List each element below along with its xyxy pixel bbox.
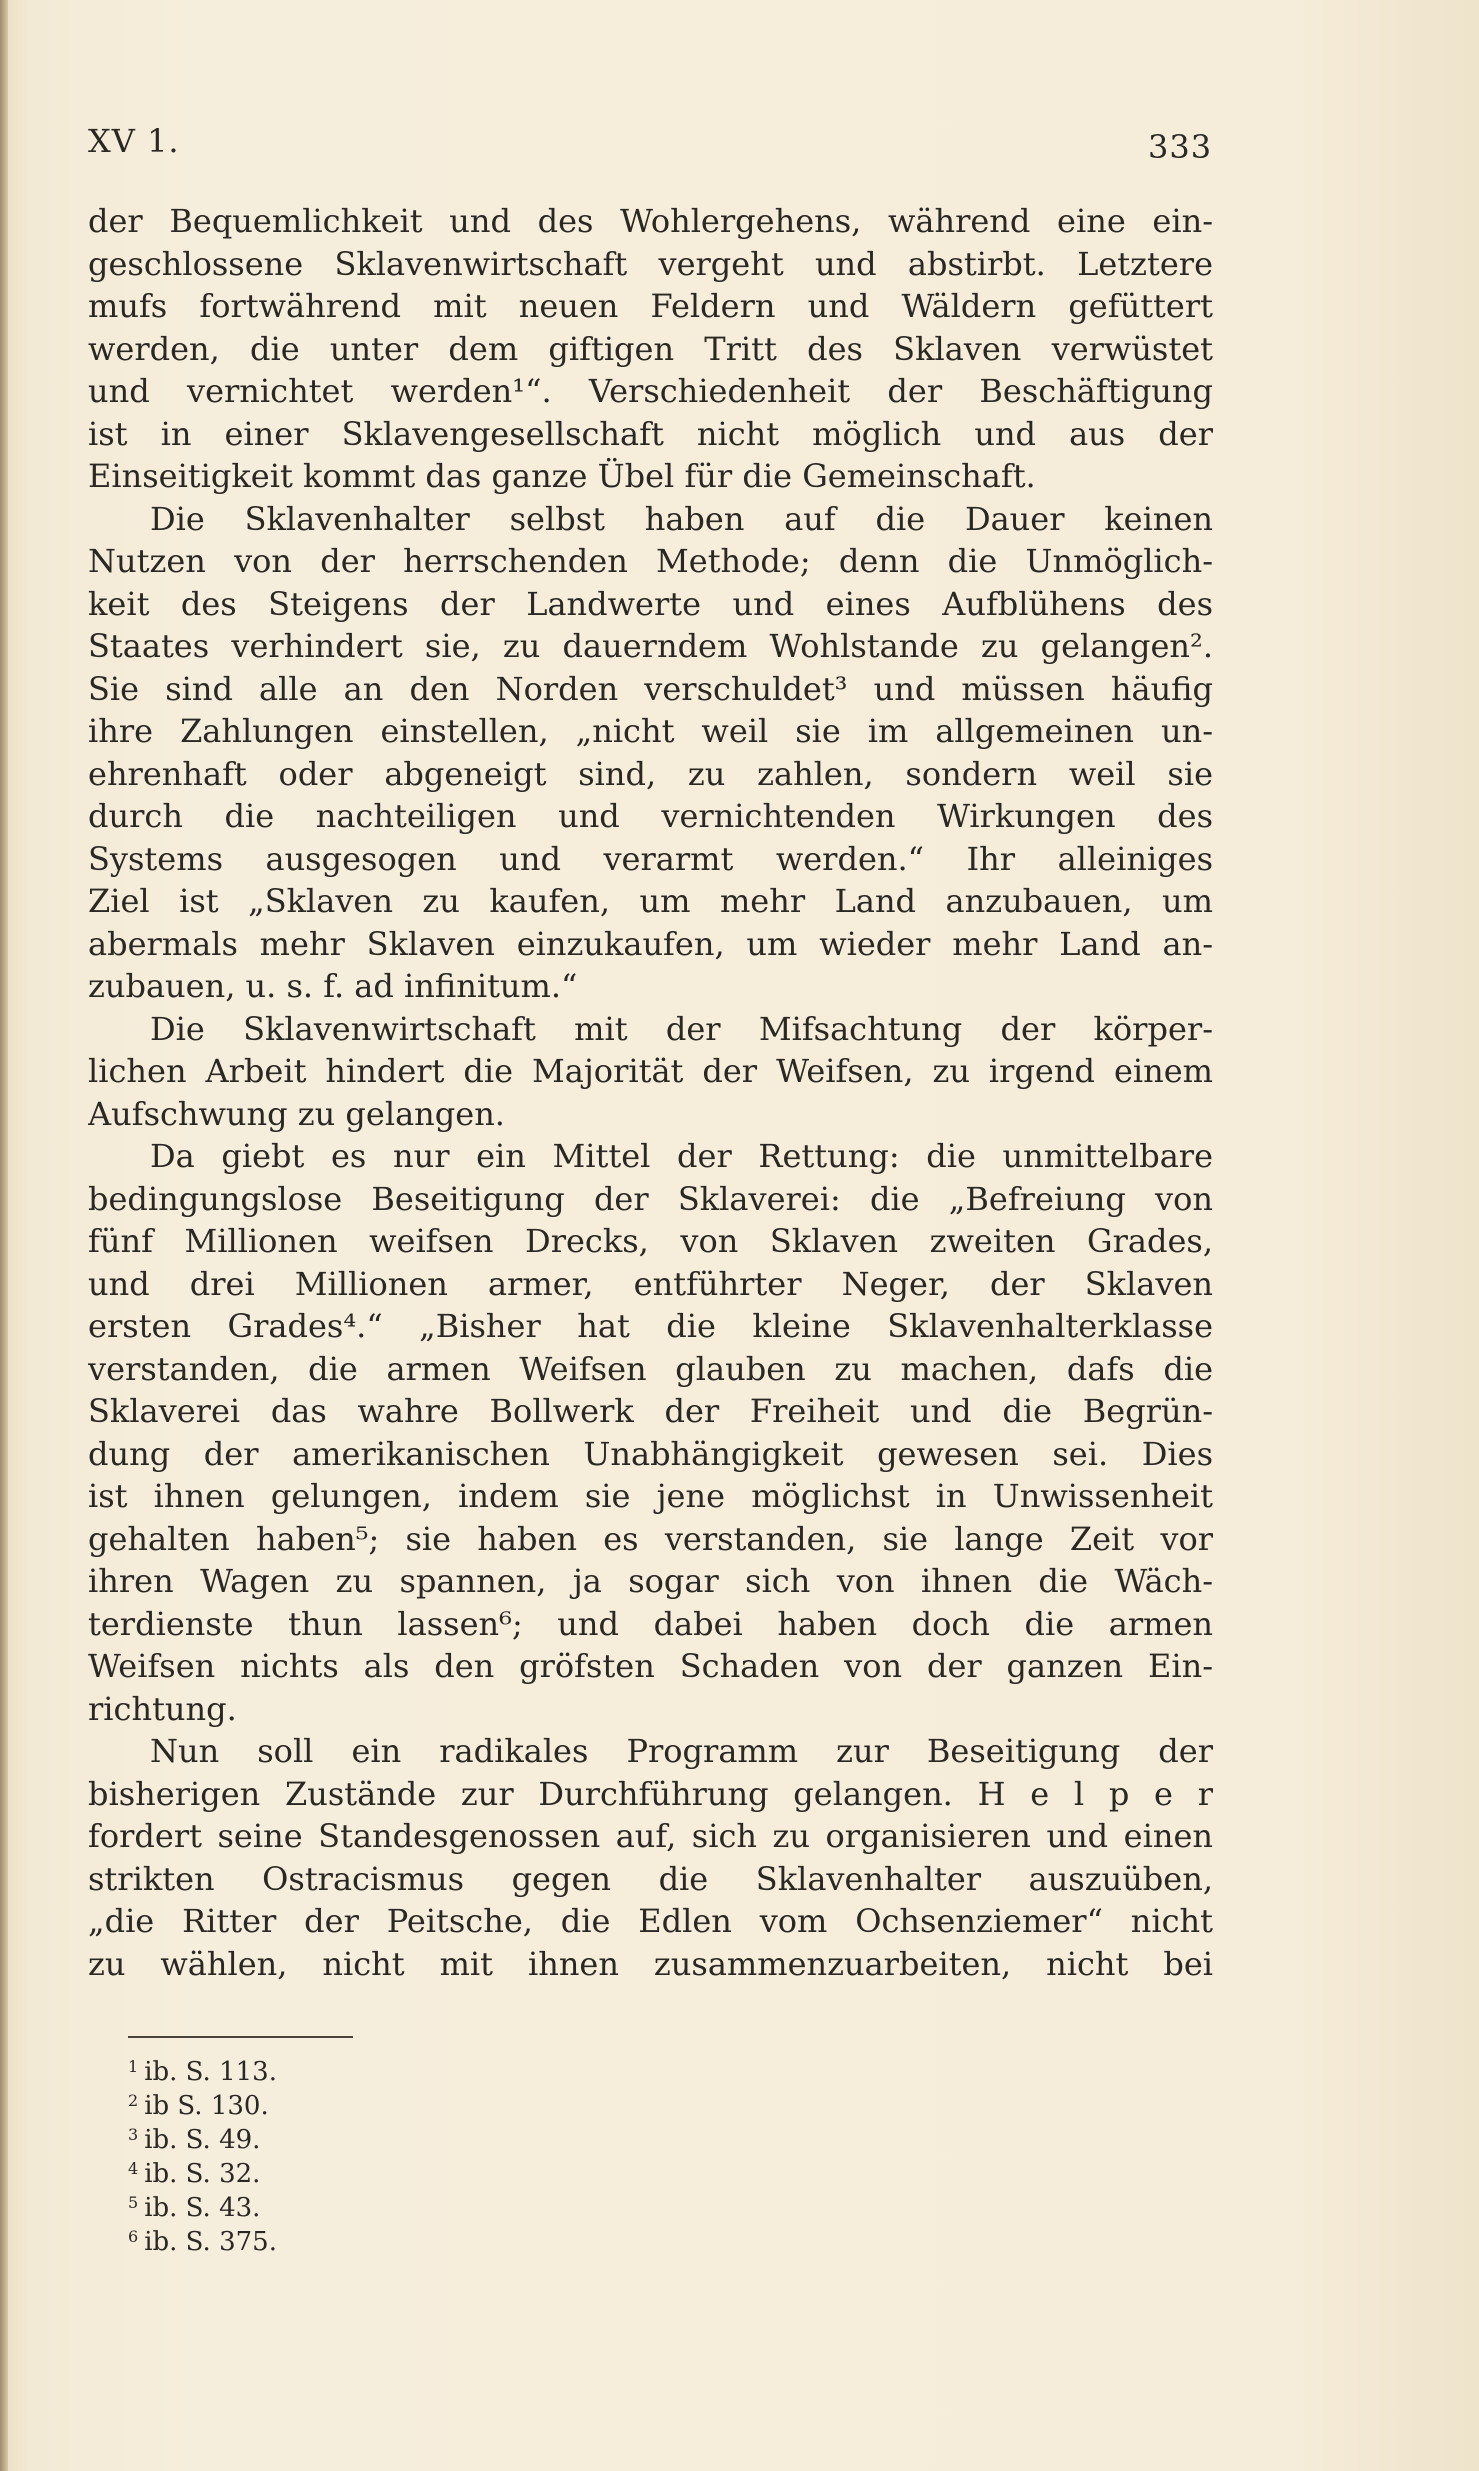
text-line: Einseitigkeit kommt das ganze Übel für die Gemeinschaft. <box>88 457 1036 495</box>
footnote-text: ib. S. 113. <box>144 2057 277 2087</box>
text-line: mufs fortwährend mit neuen Feldern und Wäldern gefüttert <box>88 287 1213 325</box>
text-line: bisherigen Zustände zur Durchführung gelangen. H e l p e r <box>88 1774 1213 1813</box>
text-line: zu wählen, nicht mit ihnen zusammenzuarbeiten, nicht bei <box>88 1944 1213 1983</box>
text-line: ehrenhaft oder abgeneigt sind, zu zahlen, sondern weil sie <box>88 754 1213 793</box>
footnote-text: ib. S. 375. <box>144 2227 277 2257</box>
footnote-number: 4 <box>128 2159 139 2178</box>
text-line: Nun soll ein radikales Programm zur Beseitigung der <box>150 1732 1213 1770</box>
text-line: Staates verhindert sie, zu dauerndem Wohlstande zu gelangen². <box>88 627 1213 665</box>
footnote <box>128 2152 277 2189</box>
text-line: terdienste thun lassen⁶; und dabei haben doch die armen <box>88 1604 1213 1643</box>
footnote-number: 6 <box>128 2227 139 2246</box>
footnote-divider <box>128 2036 353 2038</box>
footnote-text: ib. S. 49. <box>144 2125 261 2155</box>
text-line: und drei Millionen armer, entführter Neger, der Sklaven <box>88 1264 1213 1303</box>
page-binding-edge <box>0 0 8 2471</box>
text-line: ist in einer Sklavengesellschaft nicht möglich und aus der <box>88 414 1213 453</box>
footnotes <box>128 2050 277 2257</box>
text-line: dung der amerikanischen Unabhängigkeit gewesen sei. Dies <box>88 1434 1213 1473</box>
text-line: ihre Zahlungen einstellen, „nicht weil sie im allgemeinen un- <box>88 712 1213 750</box>
text-line: ersten Grades⁴.“ „Bisher hat die kleine Sklavenhalterklasse <box>88 1307 1213 1345</box>
text-line: Aufschwung zu gelangen. <box>88 1094 505 1133</box>
footnote <box>128 2220 277 2257</box>
text-line: „die Ritter der Peitsche, die Edlen vom Ochsenziemer“ nicht <box>88 1902 1213 1940</box>
footnote-number: 2 <box>128 2091 139 2110</box>
body-text <box>88 200 1213 1985</box>
text-line: zubauen, u. s. f. ad infinitum.“ <box>88 967 578 1005</box>
text-line: ihren Wagen zu spannen, ja sogar sich von ihnen die Wäch- <box>88 1562 1213 1600</box>
footnote <box>128 2050 277 2087</box>
text-line: Die Sklavenwirtschaft mit der Mifsachtung der körper- <box>150 1009 1213 1048</box>
footnote <box>128 2118 277 2155</box>
text-line: Sklaverei das wahre Bollwerk der Freiheit und die Begrün- <box>88 1392 1213 1430</box>
text-line: geschlossene Sklavenwirtschaft vergeht und abstirbt. Letztere <box>88 244 1213 283</box>
text-line: Weifsen nichts als den gröfsten Schaden von der ganzen Ein- <box>88 1647 1213 1685</box>
text-line: abermals mehr Sklaven einzukaufen, um wieder mehr Land an- <box>88 924 1213 963</box>
text-line: Ziel ist „Sklaven zu kaufen, um mehr Land anzubauen, um <box>88 882 1213 920</box>
text-line: werden, die unter dem giftigen Tritt des Sklaven verwüstet <box>88 329 1213 368</box>
footnote-text: ib S. 130. <box>144 2091 269 2121</box>
text-line: verstanden, die armen Weifsen glauben zu machen, dafs die <box>88 1349 1213 1388</box>
footnote <box>128 2084 277 2121</box>
text-line: durch die nachteiligen und vernichtenden Wirkungen des <box>88 797 1213 835</box>
text-line: strikten Ostracismus gegen die Sklavenhalter auszuüben, <box>88 1859 1213 1898</box>
page-number: 333 <box>1148 128 1213 166</box>
text-line: Die Sklavenhalter selbst haben auf die Dauer keinen <box>150 499 1213 538</box>
footnote <box>128 2186 277 2223</box>
text-line: bedingungslose Beseitigung der Sklaverei: die „Befreiung von <box>88 1179 1213 1218</box>
text-line: Nutzen von der herrschenden Methode; denn die Unmöglich- <box>88 542 1213 580</box>
footnote-number: 5 <box>128 2193 139 2212</box>
footnote-text: ib. S. 43. <box>144 2193 261 2223</box>
text-line: fünf Millionen weifsen Drecks, von Sklaven zweiten Grades, <box>88 1222 1213 1260</box>
text-line: ist ihnen gelungen, indem sie jene möglichst in Unwissenheit <box>88 1477 1213 1515</box>
text-line: keit des Steigens der Landwerte und eines Aufblühens des <box>88 584 1213 623</box>
text-line: richtung. <box>88 1689 237 1728</box>
text-line: gehalten haben⁵; sie haben es verstanden, sie lange Zeit vor <box>88 1519 1213 1558</box>
text-line: Sie sind alle an den Norden verschuldet³ und müssen häufig <box>88 669 1213 708</box>
text-line: Systems ausgesogen und verarmt werden.“ Ihr alleiniges <box>88 839 1213 878</box>
text-line: Da giebt es nur ein Mittel der Rettung: die unmittelbare <box>150 1137 1213 1175</box>
chapter-marker: XV 1. <box>88 122 180 160</box>
footnote-number: 3 <box>128 2125 139 2144</box>
text-line: fordert seine Standesgenossen auf, sich zu organisieren und einen <box>88 1817 1213 1855</box>
text-line: und vernichtet werden¹“. Verschiedenheit der Beschäftigung <box>88 372 1213 410</box>
text-line: lichen Arbeit hindert die Majorität der Weifsen, zu irgend einem <box>88 1052 1213 1090</box>
footnote-text: ib. S. 32. <box>144 2159 261 2189</box>
text-line: der Bequemlichkeit und des Wohlergehens, während eine ein- <box>88 202 1213 240</box>
footnote-number: 1 <box>128 2057 139 2076</box>
